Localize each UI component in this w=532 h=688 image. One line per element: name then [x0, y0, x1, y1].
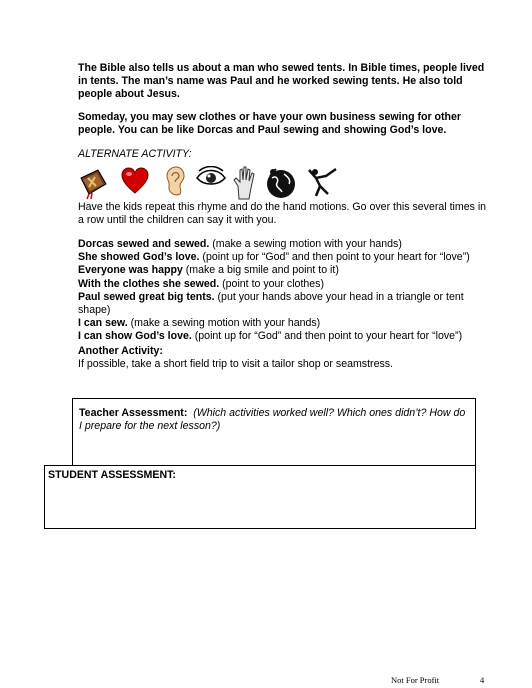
another-activity-heading: Another Activity: — [78, 345, 163, 357]
student-assessment-box — [44, 465, 476, 529]
footer-note: Not For Profit — [391, 675, 440, 685]
another-activity-section — [78, 345, 488, 371]
rhyme-line: Dorcas sewed and sewed. (make a sewing motion with your hands) — [78, 238, 402, 250]
teacher-assessment-content — [79, 407, 469, 433]
page-number: 4 — [480, 675, 485, 685]
globe-icon — [264, 166, 298, 200]
teacher-assessment-prompt: (Which activities worked well? Which ones didn’t? How do I prepare for the next lesson?) — [79, 407, 466, 433]
someday-text: Someday, you may sew clothes or have your own business sewing for other people. You can be like Dorcas and Paul sewing and showing God’s love. — [78, 111, 462, 137]
rhyme-line: I can sew. (make a sewing motion with your hands) — [78, 317, 321, 330]
figure-icon — [306, 166, 340, 198]
rhyme-instructions — [78, 201, 488, 227]
heart-icon — [120, 166, 150, 196]
bible-icon — [78, 166, 108, 200]
rhyme-line: With the clothes she sewed. (point to your clothes) — [78, 277, 324, 290]
teacher-assessment-label: Teacher Assessment: — [79, 407, 188, 419]
hand-icon — [232, 166, 258, 200]
someday-paragraph — [78, 111, 488, 137]
rhyme-instructions-text: Have the kids repeat this rhyme and do the hand motions. Go over this several times in a row until the children can say it with you. — [78, 201, 487, 227]
bible-tents-text: The Bible also tells us about a man who sewed tents. In Bible times, people lived in tents. The man’s name was Paul and he worked sewing tents. He also told people about Jesus. — [78, 62, 485, 101]
rhyme-line: Paul sewed great big tents. (put your hands above your head in a triangle or tent shape) — [78, 290, 464, 317]
rhyme-line: I can show God’s love. (point up for “God” and then point to your heart for “love”) — [78, 330, 463, 343]
rhyme-list — [78, 238, 488, 344]
ear-icon — [164, 166, 186, 198]
alternate-activity-heading: ALTERNATE ACTIVITY: — [78, 148, 192, 160]
rhyme-line: Everyone was happy (make a big smile and point to it) — [78, 264, 339, 277]
bible-tents-paragraph — [78, 62, 488, 102]
another-activity-text: If possible, take a short field trip to visit a tailor shop or seamstress. — [78, 358, 394, 371]
student-assessment-label: STUDENT ASSESSMENT: — [48, 469, 176, 481]
rhyme-line: She showed God’s love. (point up for “God” and then point to your heart for “love”) — [78, 251, 470, 264]
eye-icon — [196, 166, 226, 188]
teacher-assessment-box — [72, 398, 476, 466]
rhyme-icons-row — [78, 166, 340, 202]
